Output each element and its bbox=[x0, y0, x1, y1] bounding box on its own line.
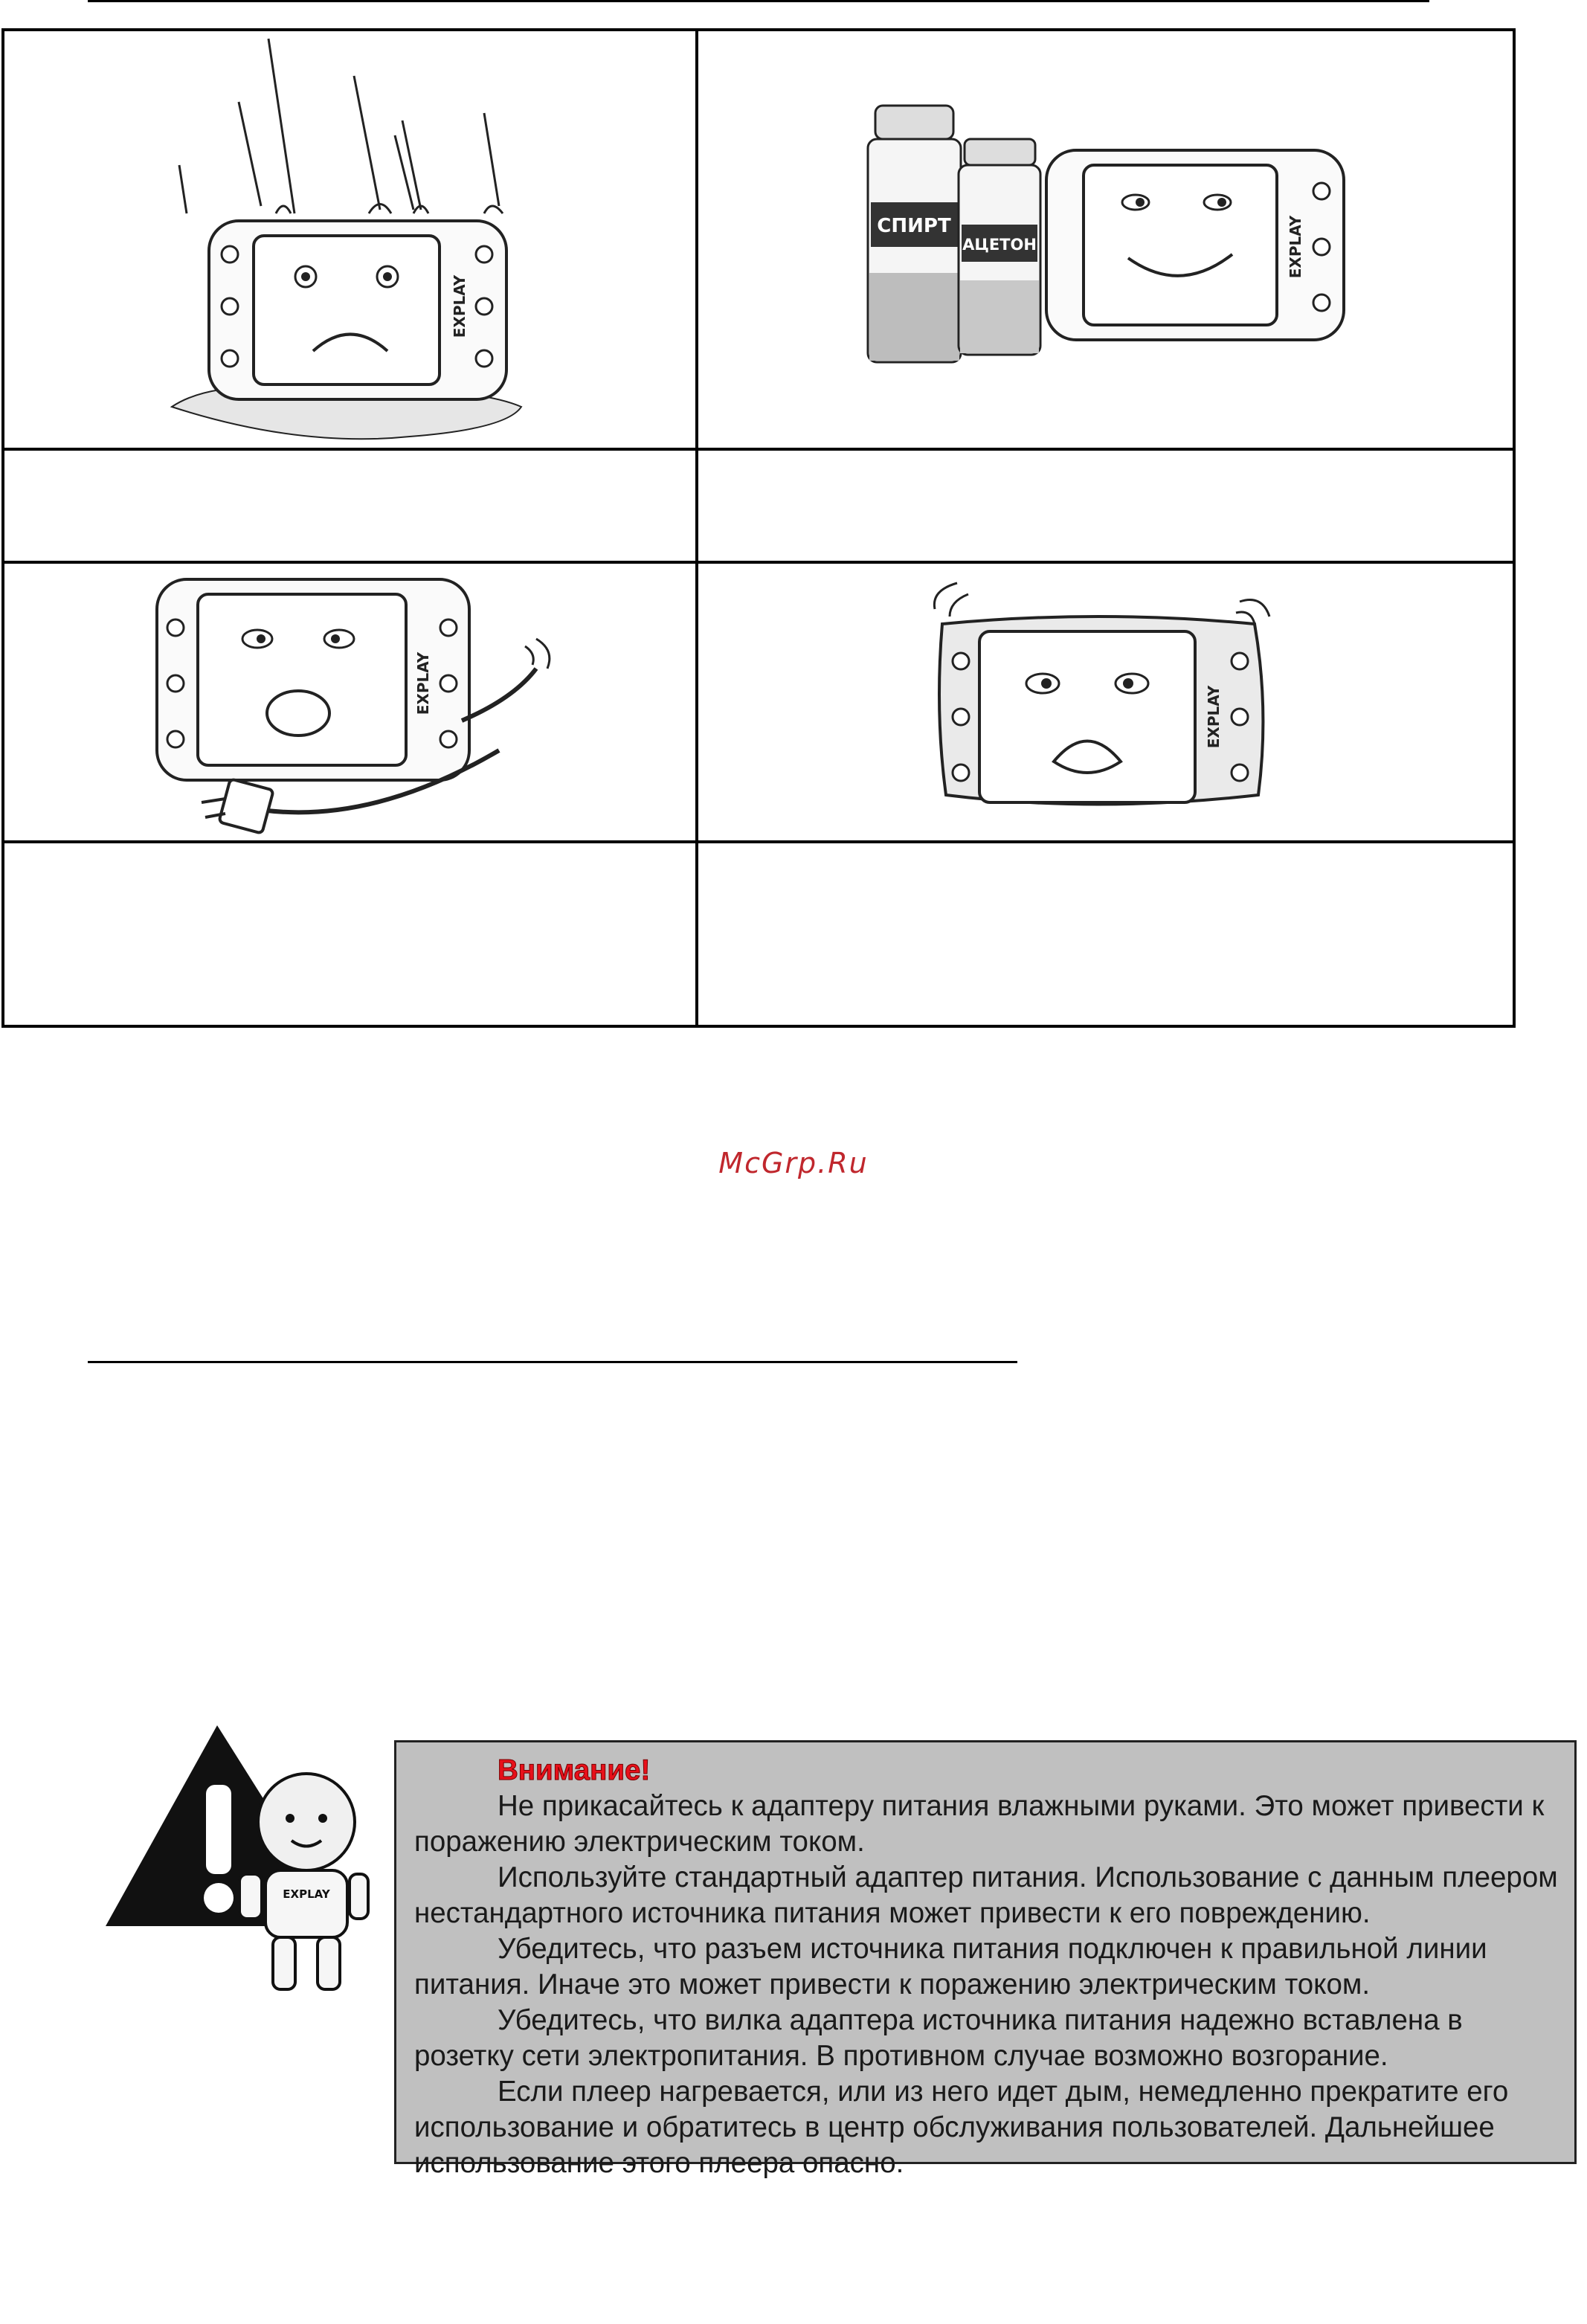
svg-text:EXPLAY: EXPLAY bbox=[413, 651, 432, 715]
player-device bbox=[209, 221, 506, 399]
player-with-damaged-cable-illustration bbox=[142, 564, 558, 840]
exclamation-mark-icon bbox=[206, 1785, 231, 1874]
svg-text:EXPLAY: EXPLAY bbox=[1286, 215, 1304, 279]
svg-text:EXPLAY: EXPLAY bbox=[450, 274, 469, 338]
player-device bbox=[157, 579, 469, 780]
svg-text:СПИРТ: СПИРТ bbox=[876, 215, 951, 237]
caption-cell-4 bbox=[697, 842, 1514, 1026]
warning-paragraph: Если плеер нагревается, или из него идет дым, немедленно прекратите его использование и обратитесь в центр обслуживания пользователей. Дальнейшее использование этого плеера опасно. bbox=[414, 2076, 1509, 2179]
caption-cell-2 bbox=[697, 449, 1514, 562]
caption-cell-3 bbox=[3, 842, 697, 1026]
svg-text:EXPLAY: EXPLAY bbox=[283, 1887, 330, 1901]
warning-paragraph: Не прикасайтесь к адаптеру питания влажными руками. Это может привести к поражению электрическим током. bbox=[414, 1790, 1545, 1858]
section-rule bbox=[88, 1361, 1017, 1363]
player-deformed-by-heat-illustration bbox=[927, 579, 1284, 825]
player-device bbox=[939, 617, 1263, 805]
svg-text:АЦЕТОН: АЦЕТОН bbox=[962, 236, 1037, 254]
player-with-chemicals-illustration bbox=[860, 91, 1351, 388]
caption-cell-1 bbox=[3, 449, 697, 562]
cell-heat-illustration bbox=[697, 562, 1514, 842]
warning-robot-illustration bbox=[98, 1703, 373, 2030]
cell-cable-illustration bbox=[3, 562, 697, 842]
cell-rain-illustration bbox=[3, 30, 697, 449]
warning-title: Внимание! bbox=[498, 1754, 651, 1786]
cell-chemicals-illustration bbox=[697, 30, 1514, 449]
player-device bbox=[1046, 150, 1344, 340]
robot-head bbox=[258, 1774, 355, 1870]
warning-paragraph: Убедитесь, что вилка адаптера источника питания надежно вставлена в розетку сети электропитания. В противном случае возможно возгорание. bbox=[414, 2004, 1463, 2072]
watermark: McGrp.Ru bbox=[718, 1147, 869, 1179]
warning-paragraph: Используйте стандартный адаптер питания. Использование с данным плеером нестандартного источника питания может привести к его повреждению. bbox=[414, 1861, 1558, 1929]
svg-text:EXPLAY: EXPLAY bbox=[1204, 685, 1223, 749]
illustration-grid bbox=[1, 28, 1516, 1028]
warning-box bbox=[394, 1740, 1577, 2179]
warning-paragraph: Убедитесь, что разъем источника питания подключен к правильной линии питания. Иначе это может привести к поражению электрическим током. bbox=[414, 1933, 1487, 2000]
player-in-rain-illustration bbox=[157, 31, 544, 448]
top-rule bbox=[88, 0, 1429, 2]
